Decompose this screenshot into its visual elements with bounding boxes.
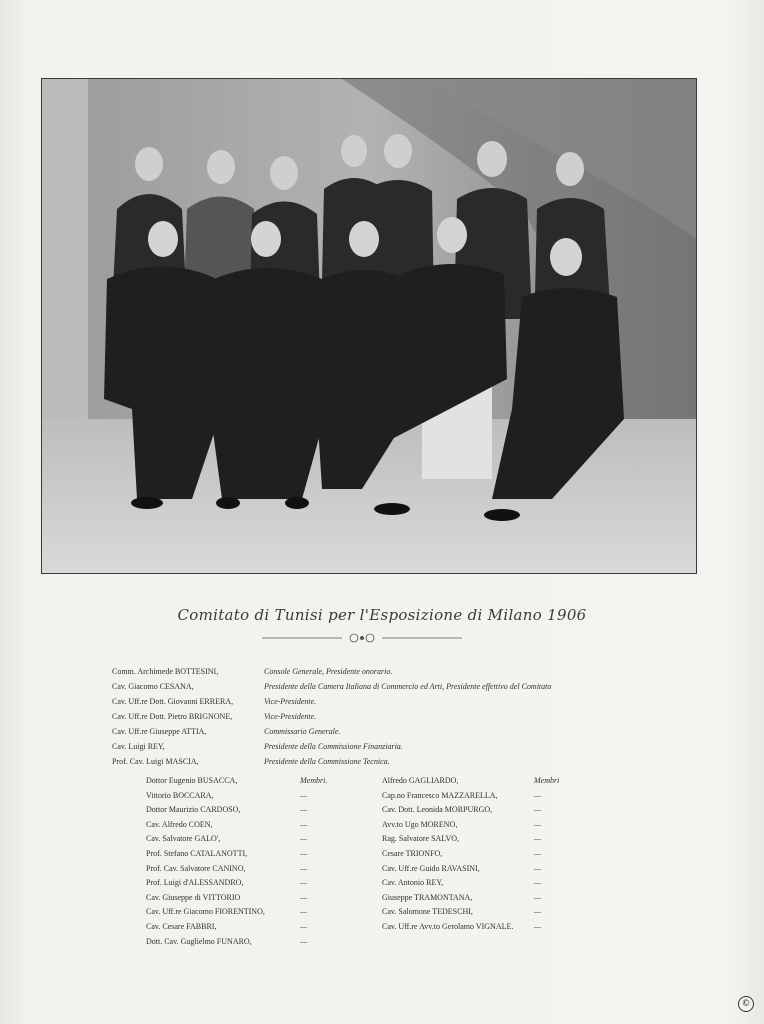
member-row [146,789,346,804]
member-role: — [534,921,542,931]
member-role: — [300,834,308,844]
officer-name: Comm. Archimede BOTTESINI, [112,667,219,676]
member-row [382,832,582,847]
officer-row [112,739,672,754]
member-name: Cesare TRIONFO, [382,848,443,858]
member-row [382,774,582,789]
officer-row [112,664,672,679]
member-row [146,920,346,935]
member-row [146,862,346,877]
member-row [146,832,346,847]
member-name: Cap.no Francesco MAZZARELLA, [382,790,498,800]
officer-role: Presidente della Commissione Finanziaria. [264,742,403,751]
member-role: — [300,936,308,946]
member-role: — [534,848,542,858]
member-row [382,789,582,804]
officers-list [112,664,672,769]
member-role: — [300,790,308,800]
officer-row [112,694,672,709]
member-name: Cav. Uff.re Giacomo FIORENTINO, [146,907,265,917]
member-name: Dott. Cav. Guglielmo FUNARO, [146,936,252,946]
member-name: Giuseppe TRAMONTANA, [382,892,473,902]
members-list-right [382,774,582,935]
member-row [382,818,582,833]
member-role: — [534,834,542,844]
member-row [146,905,346,920]
member-role: — [534,892,542,902]
member-name: Alfredo GAGLIARDO, [382,776,459,785]
member-row [146,774,346,789]
member-role: Membri. [300,776,328,785]
member-name: Prof. Cav. Salvatore CANINO, [146,863,246,873]
member-row [382,847,582,862]
member-name: Cav. Giuseppe di VITTORIO [146,892,241,902]
member-name: Prof. Stefano CATALANOTTI, [146,848,248,858]
group-photo-image [42,79,696,573]
member-row [146,935,346,950]
officer-role: Presidente della Commissione Tecnica. [264,757,390,766]
officer-row [112,724,672,739]
officer-role: Presidente della Camera Italiana di Commercio ed Arti, Presidente effettivo del Comitato [264,682,552,691]
decorative-rule-icon [262,630,462,646]
member-role: — [300,819,308,829]
officer-name: Cav. Uff.re Giuseppe ATTIA, [112,727,207,736]
officer-name: Cav. Giacomo CESANA, [112,682,194,691]
member-row [382,803,582,818]
officer-role: Vice-Presidente. [264,697,317,706]
member-role: Membri [534,776,560,785]
member-row [382,891,582,906]
member-name: Vittorio BOCCARA, [146,790,214,800]
officer-role: Commissario Generale. [264,727,341,736]
member-name: Cav. Uff.re Guido RAVASINI, [382,863,480,873]
member-name: Dottor Maurizio CARDOSO, [146,805,241,815]
member-role: — [534,863,542,873]
page-title: Comitato di Tunisi per l'Esposizione di Milano 1906 [177,606,587,624]
member-role: — [300,878,308,888]
member-row [146,876,346,891]
member-row [146,803,346,818]
group-photograph [41,78,697,574]
member-name: Cav. Alfredo COEN, [146,819,213,829]
member-row [146,818,346,833]
member-name: Prof. Luigi d'ALESSANDRO, [146,878,244,888]
member-role: — [534,819,542,829]
member-role: — [534,805,542,815]
member-row [382,905,582,920]
member-name: Dottor Eugenio BUSACCA, [146,776,238,785]
member-row [146,847,346,862]
member-name: Cav. Cesare FABBRI, [146,921,217,931]
officer-name: Cav. Uff.re Dott. Giovanni ERRERA, [112,697,234,706]
member-row [382,920,582,935]
member-row [382,862,582,877]
members-list-left [146,774,346,949]
member-role: — [300,907,308,917]
member-role: — [534,878,542,888]
officer-name: Cav. Uff.re Dott. Pietro BRIGNONE, [112,712,233,721]
member-role: — [300,848,308,858]
member-name: Cav. Uff.re Avv.to Gerolamo VIGNALE. [382,921,514,931]
officer-row [112,709,672,724]
member-role: — [534,790,542,800]
member-name: Rag. Salvatore SALVO, [382,834,460,844]
copyright-icon: © [738,996,754,1012]
officer-row [112,679,672,694]
officer-row [112,754,672,769]
member-role: — [300,863,308,873]
officer-name: Cav. Luigi REY, [112,742,165,751]
officer-name: Prof. Cav. Luigi MASCIA, [112,757,199,766]
member-role: — [300,805,308,815]
member-row [382,876,582,891]
member-role: — [534,907,542,917]
member-name: Cav. Salomone TEDESCHI, [382,907,473,917]
officer-role: Console Generale, Presidente onorario. [264,667,393,676]
member-role: — [300,892,308,902]
member-name: Cav. Antonio REY, [382,878,444,888]
member-row [146,891,346,906]
member-name: Cav. Dott. Leonida MORPURGO, [382,805,493,815]
officer-role: Vice-Presidente. [264,712,317,721]
member-role: — [300,921,308,931]
member-name: Cav. Salvatore GALO', [146,834,221,844]
member-name: Avv.to Ugo MORENO, [382,819,458,829]
